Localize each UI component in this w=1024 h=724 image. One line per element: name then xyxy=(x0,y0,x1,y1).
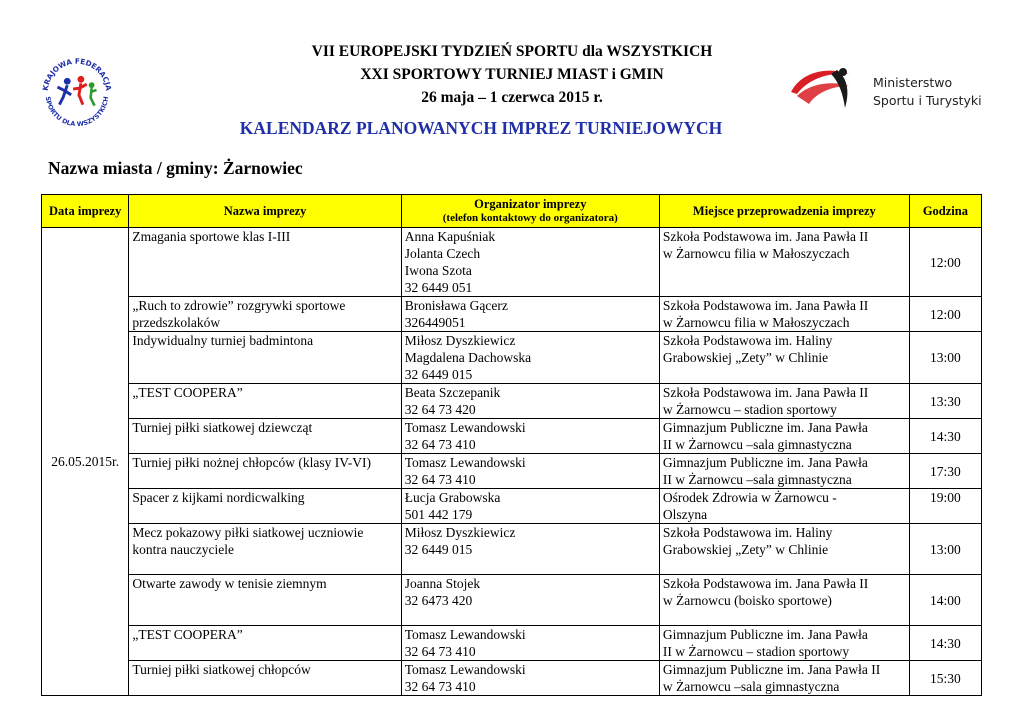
athletes-icon xyxy=(58,76,97,106)
event-organizer: Miłosz Dyszkiewicz 32 6449 015 xyxy=(401,524,659,575)
event-place: Szkoła Podstawowa im. Jana Pawła II w Żarnowcu (boisko sportowe) xyxy=(659,575,909,626)
event-time: 14:30 xyxy=(909,419,981,454)
column-header-organizer-note: (telefon kontaktowy do organizatora) xyxy=(442,212,618,224)
city-label: Nazwa miasta / gminy: xyxy=(48,158,219,178)
event-time: 15:30 xyxy=(909,661,981,696)
table-row xyxy=(42,626,982,661)
table-row xyxy=(42,419,982,454)
event-name: Turniej piłki siatkowej dziewcząt xyxy=(129,419,401,454)
column-header-date: Data imprezy xyxy=(42,195,129,228)
svg-text:KRAJOWA FEDERACJA xyxy=(41,57,114,92)
calendar-title: KALENDARZ PLANOWANYCH IMPREZ TURNIEJOWYCH xyxy=(239,118,723,138)
event-time: 14:00 xyxy=(909,575,981,626)
event-name: „Ruch to zdrowie” rozgrywki sportowe przedszkolaków xyxy=(129,297,401,332)
header-line-1: VII EUROPEJSKI TYDZIEŃ SPORTU dla WSZYSTKICH xyxy=(311,43,713,60)
event-name: Turniej piłki siatkowej chłopców xyxy=(129,661,401,696)
event-name: Indywidualny turniej badmintona xyxy=(129,332,401,384)
column-header-place: Miejsce przeprowadzenia imprezy xyxy=(659,195,909,228)
event-organizer: Tomasz Lewandowski 32 64 73 410 xyxy=(401,626,659,661)
event-place: Gimnazjum Publiczne im. Jana Pawła II w Żarnowcu –sala gimnastyczna xyxy=(659,661,909,696)
event-name: Spacer z kijkami nordicwalking xyxy=(129,489,401,524)
table-row xyxy=(42,661,982,696)
event-organizer: Anna Kapuśniak Jolanta Czech Iwona Szota 32 6449 051 xyxy=(401,228,659,297)
event-time: 13:00 xyxy=(909,524,981,575)
event-time: 12:00 xyxy=(909,228,981,297)
table-row xyxy=(42,454,982,489)
events-table xyxy=(41,194,982,696)
ministry-name-line-1: Ministerstwo xyxy=(873,75,953,90)
ministry-logo xyxy=(787,64,982,116)
event-time: 12:00 xyxy=(909,297,981,332)
header-line-3: 26 maja – 1 czerwca 2015 r. xyxy=(421,89,603,106)
column-header-name: Nazwa imprezy xyxy=(129,195,401,228)
ministry-name-line-2: Sportu i Turystyki xyxy=(873,93,982,108)
event-time: 14:30 xyxy=(909,626,981,661)
event-name: „TEST COOPERA” xyxy=(129,384,401,419)
table-row xyxy=(42,332,982,384)
svg-text:SPORTU DLA WSZYSTKICH xyxy=(44,96,110,128)
event-name: Mecz pokazowy piłki siatkowej uczniowie kontra nauczyciele xyxy=(129,524,401,575)
ministry-emblem-icon xyxy=(787,64,867,114)
federation-logo-text-bottom: SPORTU DLA WSZYSTKICH xyxy=(43,96,111,129)
federation-logo xyxy=(38,52,116,130)
event-time: 13:30 xyxy=(909,384,981,419)
event-organizer: Joanna Stojek 32 6473 420 xyxy=(401,575,659,626)
event-place: Gimnazjum Publiczne im. Jana Pawła II w Żarnowcu –sala gimnastyczna xyxy=(659,419,909,454)
event-organizer: Tomasz Lewandowski 32 64 73 410 xyxy=(401,419,659,454)
event-organizer: Tomasz Lewandowski 32 64 73 410 xyxy=(401,454,659,489)
event-date: 26.05.2015r. xyxy=(42,228,129,696)
event-name: „TEST COOPERA” xyxy=(129,626,401,661)
event-place: Szkoła Podstawowa im. Haliny Grabowskiej „Zety” w Chlinie xyxy=(659,524,909,575)
event-time: 19:00 xyxy=(909,489,981,524)
event-organizer: Beata Szczepanik 32 64 73 420 xyxy=(401,384,659,419)
event-place: Gimnazjum Publiczne im. Jana Pawła II w Żarnowcu –sala gimnastyczna xyxy=(659,454,909,489)
event-name: Otwarte zawody w tenisie ziemnym xyxy=(129,575,401,626)
event-place: Gimnazjum Publiczne im. Jana Pawła II w Żarnowcu – stadion sportowy xyxy=(659,626,909,661)
table-header-row xyxy=(42,195,982,228)
event-organizer: Łucja Grabowska 501 442 179 xyxy=(401,489,659,524)
event-place: Szkoła Podstawowa im. Jana Pawła II w Żarnowcu filia w Małoszyczach xyxy=(659,228,909,297)
event-organizer: Bronisława Gącerz 326449051 xyxy=(401,297,659,332)
column-header-organizer xyxy=(401,195,659,228)
city-name: Żarnowiec xyxy=(222,158,303,178)
column-header-organizer-label: Organizator imprezy xyxy=(474,197,587,211)
federation-logo-text-top: KRAJOWA FEDERACJA xyxy=(40,56,114,92)
table-row xyxy=(42,575,982,626)
table-row xyxy=(42,524,982,575)
event-place: Szkoła Podstawowa im. Jana Pawła II w Żarnowcu – stadion sportowy xyxy=(659,384,909,419)
table-row xyxy=(42,297,982,332)
table-row xyxy=(42,384,982,419)
column-header-time: Godzina xyxy=(909,195,981,228)
header-line-2: XXI SPORTOWY TURNIEJ MIAST i GMIN xyxy=(360,66,664,83)
event-place: Szkoła Podstawowa im. Haliny Grabowskiej „Zety” w Chlinie xyxy=(659,332,909,384)
event-place: Szkoła Podstawowa im. Jana Pawła II w Żarnowcu filia w Małoszyczach xyxy=(659,297,909,332)
city-line xyxy=(48,158,303,179)
event-place: Ośrodek Zdrowia w Żarnowcu - Olszyna xyxy=(659,489,909,524)
event-name: Turniej piłki nożnej chłopców (klasy IV-VI) xyxy=(129,454,401,489)
table-row xyxy=(42,489,982,524)
table-row xyxy=(42,228,982,297)
event-organizer: Tomasz Lewandowski 32 64 73 410 xyxy=(401,661,659,696)
event-time: 17:30 xyxy=(909,454,981,489)
event-name: Zmagania sportowe klas I-III xyxy=(129,228,401,297)
event-organizer: Miłosz Dyszkiewicz Magdalena Dachowska 32 6449 015 xyxy=(401,332,659,384)
event-time: 13:00 xyxy=(909,332,981,384)
